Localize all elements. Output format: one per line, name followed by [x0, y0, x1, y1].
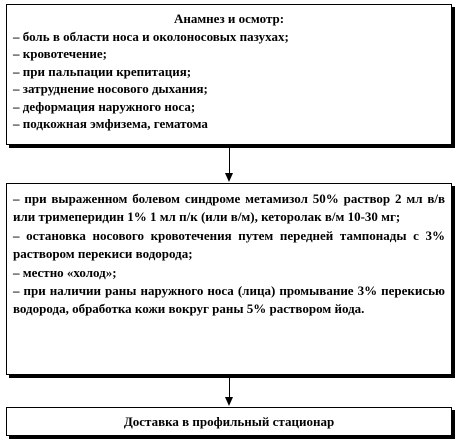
arrow-head	[225, 397, 233, 406]
treatment-item: – при выраженном болевом синдроме метамизол 50% раствор 2 мл в/в или тримеперидин 1% 1 мл п/к (или в/м), кеторолак в/м 10-30 мг;	[13, 191, 445, 225]
anamnesis-title: Анамнез и осмотр:	[173, 11, 285, 26]
anamnesis-item: – затруднение носового дыхания;	[13, 81, 208, 96]
anamnesis-item: – деформация наружного носа;	[13, 98, 196, 114]
delivery-label: Доставка в профильный стационар	[123, 414, 335, 429]
down-arrow-icon	[225, 378, 234, 406]
treatment-box	[6, 183, 452, 375]
anamnesis-item: – подкожная эмфизема, гематома	[13, 116, 208, 131]
treatment-item: – местно «холод»;	[13, 264, 117, 280]
arrow-shaft	[229, 148, 230, 174]
anamnesis-item: – боль в области носа и околоносовых пазухах;	[13, 28, 289, 44]
down-arrow-icon	[225, 148, 234, 182]
treatment-item: – остановка носового кровотечения путем передней тампонады с 3% раствором перекиси водорода;	[13, 227, 445, 262]
arrow-head	[225, 173, 233, 182]
anamnesis-item: – при пальпации крепитация;	[13, 63, 192, 79]
anamnesis-box	[6, 4, 452, 145]
arrow-shaft	[229, 378, 230, 398]
treatment-item: – при наличии раны наружного носа (лица) промывание 3% перекисью водорода, обработка кожи вокруг раны 5% раствором йода.	[13, 283, 445, 317]
delivery-box	[6, 407, 452, 436]
anamnesis-item: – кровотечение;	[13, 46, 107, 61]
